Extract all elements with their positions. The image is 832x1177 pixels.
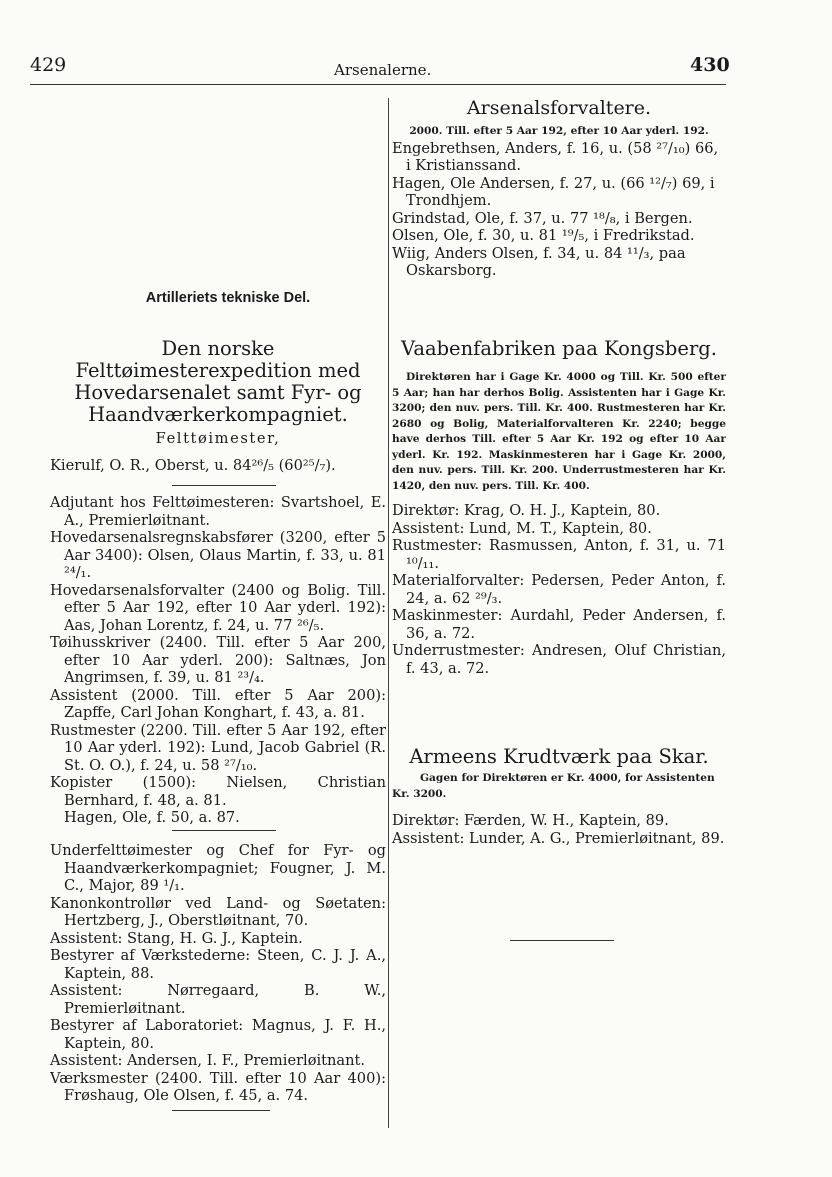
list-item: Kopister (1500): Nielsen, Christian Bernhard, f. 48, a. 81. <box>50 774 386 809</box>
felttoimester-block <box>50 430 386 474</box>
column-divider <box>388 98 389 1128</box>
krudtvaerk-section <box>392 746 726 847</box>
section-title: Artilleriets tekniske Del. <box>145 290 311 306</box>
separator-1 <box>172 485 276 486</box>
list-item: Assistent: Andersen, I. F., Premierløitnant. <box>50 1052 366 1069</box>
section-heading: Arsenalsforvaltere. <box>466 97 652 119</box>
list-item: Assistent: Lunder, A. G., Premierløitnant, 89. <box>392 829 725 847</box>
list-item: Hagen, Ole Andersen, f. 27, u. (66 ¹²/₇) 69, i Trondhjem. <box>392 174 715 209</box>
list-item: Materialforvalter: Pedersen, Peder Anton, f. 24, a. 62 ²⁹/₃. <box>392 572 726 607</box>
list-item: Engebrethsen, Anders, f. 16, u. (58 ²⁷/₁₀) 66, i Kristianssand. <box>392 139 719 174</box>
personnel-list-1 <box>50 494 386 827</box>
page-number-right: 430 <box>690 54 730 76</box>
list-item: Bestyrer af Laboratoriet: Magnus, J. F. H., Kaptein, 80. <box>50 1017 386 1052</box>
page-number-left: 429 <box>30 54 67 76</box>
list-item: Adjutant hos Felttøimesteren: Svartshoel, E. A., Premierløitnant. <box>50 494 386 529</box>
list-item: Underfelttøimester og Chef for Fyr- og Haandværkerkompagniet; Fougner, J. M. C., Major, 89 ¹/₁. <box>50 842 386 894</box>
list-item: Maskinmester: Aurdahl, Peder Andersen, f. 36, a. 72. <box>392 607 726 642</box>
list-item: Bestyrer af Værkstederne: Steen, C. J. J. A., Kaptein, 88. <box>50 947 386 982</box>
list-item: Rustmester: Rasmussen, Anton, f. 31, u. 71 ¹⁰/₁₁. <box>392 537 726 572</box>
header-rule <box>30 84 726 85</box>
list-item: Assistent: Stang, H. G. J., Kaptein. <box>50 929 303 947</box>
list-item: Kanonkontrollør ved Land- og Søetaten: Hertzberg, J., Oberstløitnant, 70. <box>50 894 386 929</box>
section-note: Gagen for Direktøren er Kr. 4000, for Assistenten Kr. 3200. <box>392 772 715 800</box>
list-item: Wiig, Anders Olsen, f. 34, u. 84 ¹¹/₃, paa Oskarsborg. <box>392 244 686 279</box>
section-heading: Armeens Krudtværk paa Skar. <box>409 745 709 768</box>
list-item: Rustmester (2200. Till. efter 5 Aar 192, efter 10 Aar yderl. 192): Lund, Jacob Gabriel (R. St. O. O.), f. 24, u. 58 ²⁷/₁₀. <box>50 721 386 774</box>
subheading: Felttøimester, <box>155 430 281 447</box>
arsenalsforvaltere-section <box>392 96 726 280</box>
list-item: Værksmester (2400. Till. efter 10 Aar 400): Frøshaug, Ole Olsen, f. 45, a. 74. <box>50 1069 386 1104</box>
left-column-section-title <box>50 290 386 306</box>
list-item: Assistent: Lund, M. T., Kaptein, 80. <box>392 519 652 537</box>
list-item: Direktør: Færden, W. H., Kaptein, 89. <box>392 812 669 829</box>
separator-4 <box>510 940 614 941</box>
list-item: Underrustmester: Andresen, Oluf Christian, f. 43, a. 72. <box>392 642 726 677</box>
list-item: Assistent (2000. Till. efter 5 Aar 200): Zapffe, Carl Johan Konghart, f. 43, a. 81. <box>50 686 386 721</box>
section-heading: Vaabenfabriken paa Kongsberg. <box>401 337 717 360</box>
vaabenfabriken-section <box>392 338 726 677</box>
separator-2 <box>172 830 276 831</box>
section-note: 2000. Till. efter 5 Aar 192, efter 10 Aar yderl. 192. <box>409 125 709 137</box>
running-title: Arsenalerne. <box>334 61 432 79</box>
main-heading: Den norske Felttøimesterexpedition med Hovedarsenalet samt Fyr- og Haandværkerkompagniet. <box>74 337 362 426</box>
left-column-heading-block <box>50 338 386 426</box>
chief-entry: Kierulf, O. R., Oberst, u. 84²⁶/₅ (60²⁵/₇). <box>50 456 336 474</box>
list-item: Tøihusskriver (2400. Till. efter 5 Aar 200, efter 10 Aar yderl. 200): Saltnæs, Jon Angrimsen, f. 39, u. 81 ²³/₄. <box>50 634 386 686</box>
separator-3 <box>172 1110 270 1111</box>
list-item: Hovedarsenalsregnskabsfører (3200, efter 5 Aar 3400): Olsen, Olaus Martin, f. 33, u. 81 ²⁴/₁. <box>50 529 386 581</box>
list-item: Direktør: Krag, O. H. J., Kaptein, 80. <box>392 502 661 519</box>
personnel-list-2 <box>50 842 386 1105</box>
list-item: Assistent: Nørregaard, B. W., Premierløitnant. <box>50 982 386 1017</box>
list-item: Hovedarsenalsforvalter (2400 og Bolig. Till. efter 5 Aar 192, efter 10 Aar yderl. 192): Aas, Johan Lorentz, f. 24, u. 77 ²⁶/₅. <box>50 581 386 634</box>
list-item: Hagen, Ole, f. 50, a. 87. <box>64 809 240 826</box>
list-item: Grindstad, Ole, f. 37, u. 77 ¹⁸/₈, i Bergen. <box>392 209 693 227</box>
list-item: Olsen, Ole, f. 30, u. 81 ¹⁹/₅, i Fredrikstad. <box>392 227 695 244</box>
section-note: Direktøren har i Gage Kr. 4000 og Till. Kr. 500 efter 5 Aar; han har derhos Bolig. Assistenten har i Gage Kr. 3200; den nuv. pers. Till. Kr. 400. Rustmesteren har Kr. 2680 og Bolig, Materialforvalteren Kr. 2240; begge have derhos Till. efter 5 Aar Kr. 192 og efter 10 Aar yderl. Kr. 192. Maskinmesteren har i Gage Kr. 2000, den nuv. pers. Till. Kr. 200. Underrustmesteren har Kr. 1420, den nuv. pers. Till. Kr. 400. <box>392 371 726 492</box>
